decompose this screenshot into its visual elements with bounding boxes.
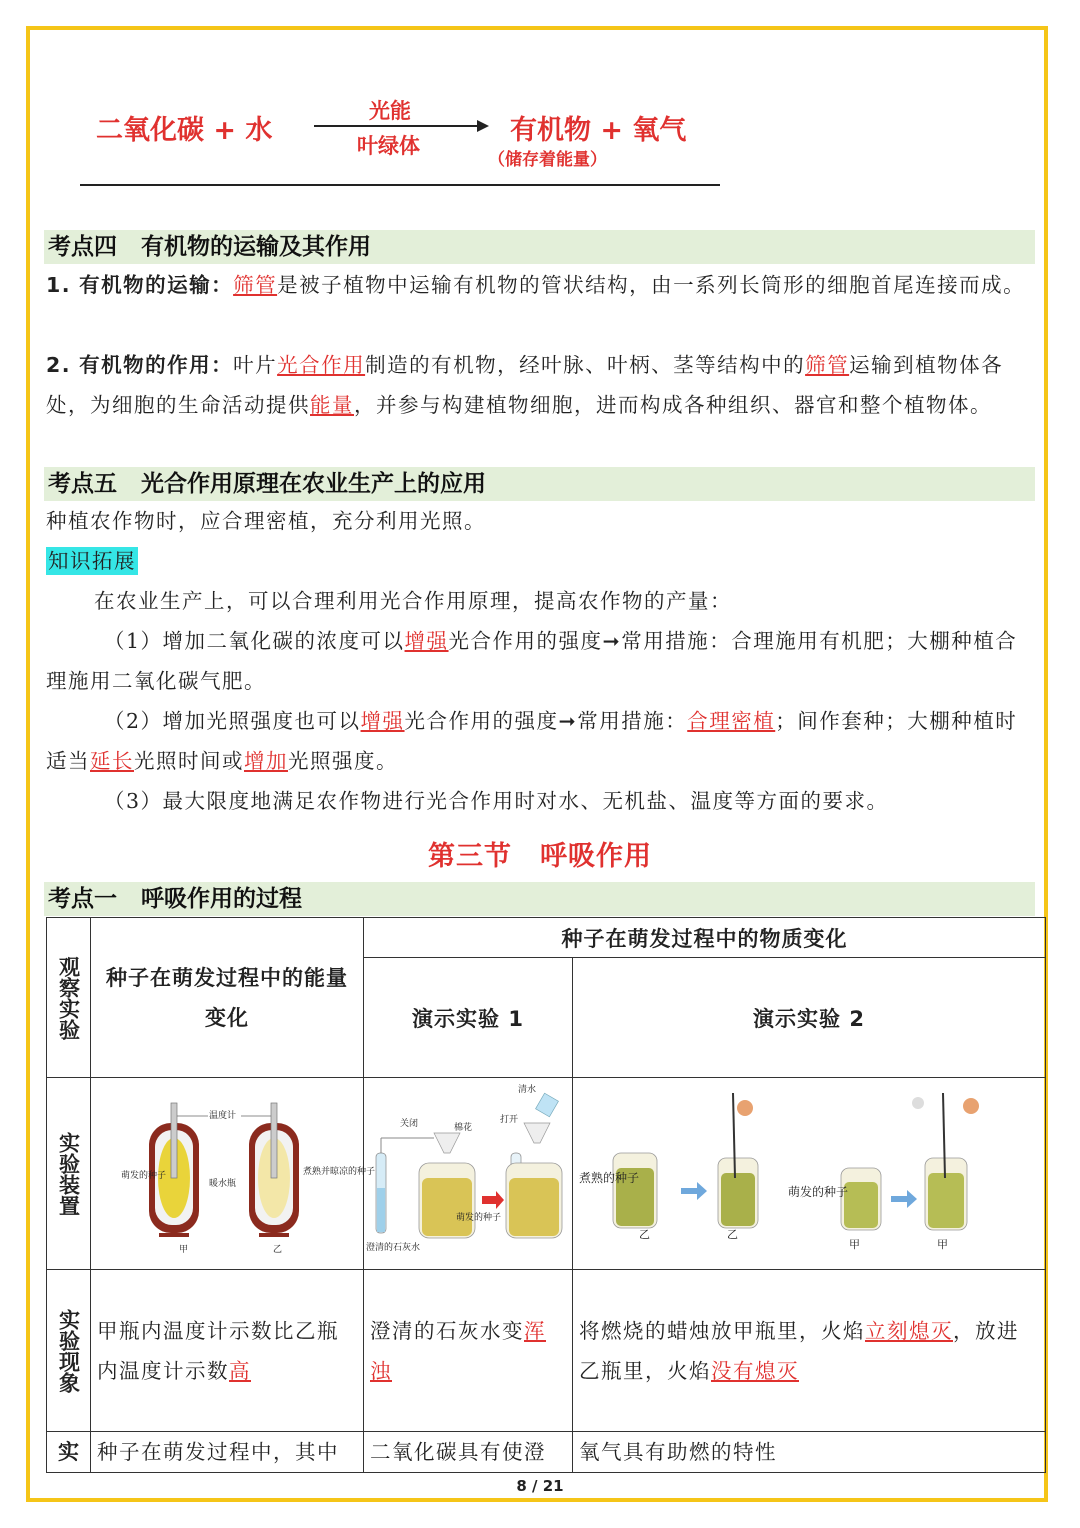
label-right-seed: 煮熟并晾凉的种子 [303, 1167, 376, 1177]
experiment-table [46, 917, 1046, 1473]
key-term: 筛管 [805, 353, 850, 377]
p-text: ；间作套种；大棚种植时适当 [46, 709, 1018, 773]
label-boiled: 煮熟的种子 [579, 1171, 640, 1185]
label-limewater: 澄清的石灰水 [366, 1243, 421, 1253]
row-label-observe: 观察实验 [47, 918, 91, 1078]
heading-title: 呼吸作用的过程 [141, 886, 302, 912]
header-matter: 种子在萌发过程中的物质变化 [364, 918, 1046, 958]
label-jia: 甲 [179, 1245, 189, 1255]
item-text: ，并参与构建植物细胞，进而构成各种组织、器官和整个植物体。 [354, 393, 992, 417]
extension-p3: （3）最大限度地满足农作物进行光合作用时对水、无机盐、温度等方面的要求。 [104, 789, 889, 813]
p-text: 光合作用的强度➞常用措施： [404, 709, 688, 733]
label-yi-1: 乙 [639, 1228, 650, 1241]
section1-heading [44, 882, 1035, 916]
equation-products: 有机物 + 氧气 [510, 115, 687, 146]
equation-condition-top: 光能 [369, 99, 411, 123]
label-yi-2: 乙 [727, 1228, 738, 1241]
label-jia-2: 甲 [937, 1238, 948, 1251]
extension-label: 知识拓展 [48, 549, 136, 573]
table-row [47, 1432, 1046, 1473]
equation-note: （储存着能量） [488, 150, 607, 170]
table-row [47, 1270, 1046, 1432]
phenomenon-demo2 [573, 1270, 1046, 1432]
key-term: 浑浊 [370, 1318, 546, 1383]
figure-demo2 [573, 1078, 1046, 1270]
limewater-figure [364, 1078, 573, 1264]
cell-text: 澄清的石灰水变 [370, 1318, 524, 1343]
heading-title: 光合作用原理在农业生产上的应用 [141, 471, 486, 497]
p-text: 光合作用的强度➞常用措施：合理施用有机肥；大棚种植合理施用二氧化碳气肥。 [46, 629, 1018, 693]
item-number: 2. [46, 353, 72, 377]
item-number: 1. [46, 273, 72, 297]
page-number: 8 / 21 [516, 1477, 564, 1495]
phenomenon-energy [91, 1270, 364, 1432]
knowledge-extension [46, 541, 1036, 581]
key-term: 延长 [90, 749, 134, 773]
label-thermometer: 温度计 [209, 1111, 237, 1121]
key-term: 立刻熄灭 [865, 1318, 953, 1343]
label-jia-1: 甲 [849, 1238, 860, 1251]
equation-reactants: 二氧化碳 + 水 [96, 115, 273, 146]
item-text: 是被子植物中运输有机物的管状结构，由一系列长筒形的细胞首尾连接而成。 [277, 273, 1026, 297]
row-label-phenomenon: 实验现象 [47, 1270, 91, 1432]
label-clamp: 关闭 [400, 1119, 419, 1129]
cell-text: 甲瓶内温度计示数比乙瓶内温度计示数 [97, 1318, 339, 1383]
p-text: 光照强度。 [288, 749, 398, 773]
equation-underline [80, 184, 720, 186]
key-term: 光合作用 [277, 353, 366, 377]
extension-p1 [46, 621, 1036, 701]
item-text: 叶片 [233, 353, 278, 377]
label-water: 清水 [518, 1085, 537, 1095]
heading-label: 考点四 [48, 234, 117, 260]
p-text: 光照时间或 [134, 749, 244, 773]
cell-text: ，放进乙瓶里，火焰 [579, 1318, 1019, 1383]
conclusion-energy: 种子在萌发过程中，其中 [91, 1432, 364, 1473]
table-row [47, 918, 1046, 958]
table-row [47, 1078, 1046, 1270]
conclusion-demo1: 二氧化碳具有使澄 [364, 1432, 573, 1473]
row-label-conclusion: 实 [47, 1432, 91, 1473]
header-demo1: 演示实验 1 [364, 958, 573, 1078]
key-term: 筛管 [233, 273, 278, 297]
conclusion-demo2: 氧气具有助燃的特性 [573, 1432, 1046, 1473]
phenomenon-demo1 [364, 1270, 573, 1432]
label-open: 打开 [500, 1115, 519, 1125]
figure-energy [91, 1078, 376, 1270]
section4-item1 [46, 265, 1036, 305]
row-label-apparatus: 实验装置 [47, 1078, 91, 1270]
key-term: 增加 [244, 749, 288, 773]
heading-label: 考点一 [48, 886, 117, 912]
key-term: 合理密植 [687, 709, 776, 733]
section4-item2 [46, 345, 1036, 425]
extension-intro: 在农业生产上，可以合理利用光合作用原理，提高农作物的产量： [94, 589, 732, 613]
heading-label: 考点五 [48, 471, 117, 497]
key-term: 能量 [310, 393, 354, 417]
section5-heading [44, 467, 1035, 501]
key-term: 增强 [404, 629, 449, 653]
figure-demo1 [364, 1078, 573, 1270]
label-cotton: 棉花 [454, 1123, 473, 1133]
p-text: （1）增加二氧化碳的浓度可以 [104, 629, 405, 653]
header-demo2: 演示实验 2 [573, 958, 1046, 1078]
item-title: 有机物的运输： [79, 273, 234, 297]
label-left-seed: 萌发的种子 [121, 1171, 167, 1181]
candle-figure [573, 1078, 1046, 1264]
label-seed: 萌发的种子 [456, 1213, 502, 1223]
equation-condition-bottom: 叶绿体 [357, 134, 420, 158]
section5-text: 种植农作物时，应合理密植，充分利用光照。 [46, 509, 486, 533]
section-title: 第三节 呼吸作用 [428, 841, 652, 872]
header-energy: 种子在萌发过程中的能量变化 [91, 918, 364, 1078]
thermos-figure [91, 1078, 376, 1264]
heading-title: 有机物的运输及其作用 [141, 234, 371, 260]
item-title: 有机物的作用： [79, 353, 234, 377]
item-text: 制造的有机物，经叶脉、叶柄、茎等结构中的 [365, 353, 806, 377]
section4-heading [44, 230, 1035, 264]
label-sprouted: 萌发的种子 [788, 1185, 849, 1199]
key-term: 没有熄灭 [711, 1358, 799, 1383]
label-yi: 乙 [273, 1245, 283, 1255]
extension-p2 [46, 701, 1036, 781]
item-text: 运输到植物体各处，为细胞的生命活动提供 [46, 353, 1004, 417]
key-term: 高 [229, 1358, 251, 1383]
label-flask: 暖水瓶 [209, 1179, 237, 1189]
p-text: （2）增加光照强度也可以 [104, 709, 361, 733]
key-term: 增强 [360, 709, 405, 733]
cell-text: 将燃烧的蜡烛放甲瓶里，火焰 [579, 1318, 865, 1343]
